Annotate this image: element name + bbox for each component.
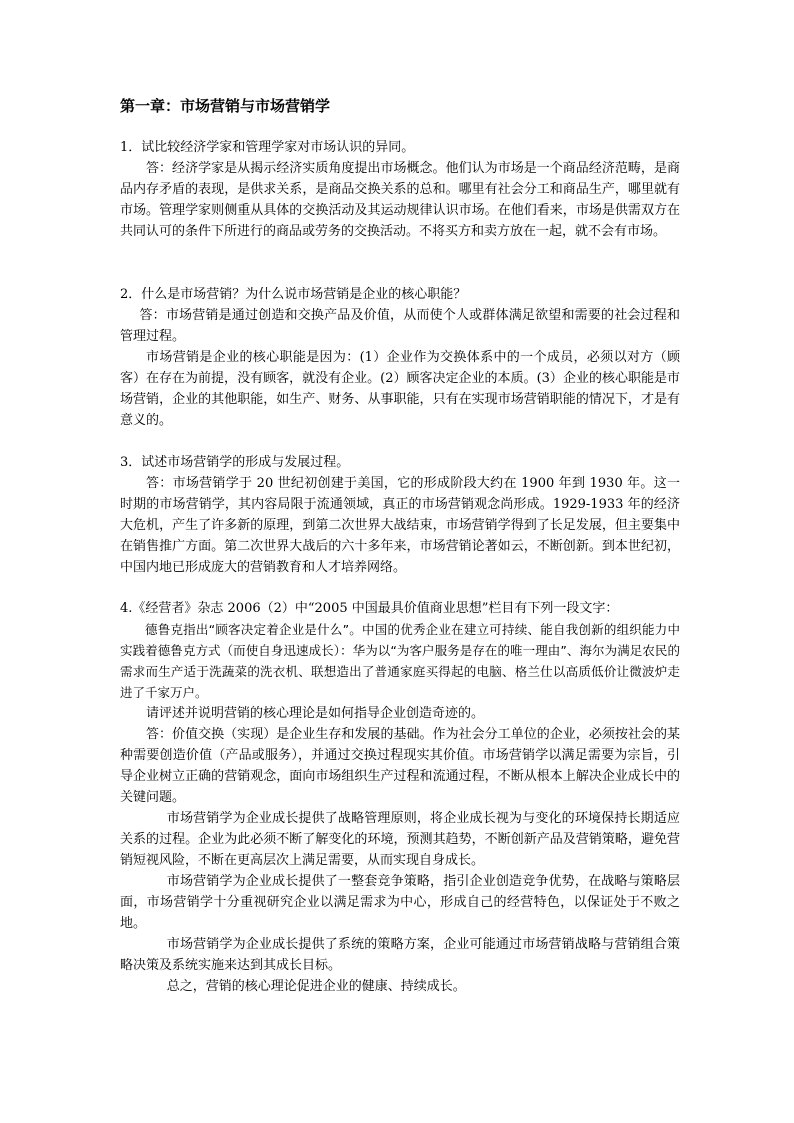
answer-2-definition: 答：市场营销是通过创造和交换产品及价值，从而使个人或群体满足欲望和需要的社会过程和管理过程。 [120, 308, 680, 344]
question-4-prompt: 请评述并说明营销的核心理论是如何指导企业创造奇迹的。 [146, 706, 485, 721]
question-3-block [120, 452, 680, 578]
answer-4-part-4: 市场营销学为企业成长提供了系统的策略方案，企业可能通过市场营销战略与营销组合策略决策及系统实施来达到其成长目标。 [120, 937, 680, 973]
answer-4-part-1: 答：价值交换（实现）是企业生存和发展的基础。作为社会分工单位的企业，必须按社会的某种需要创造价值（产品或服务），并通过交换过程现实其价值。市场营销学以满足需要为宗旨，引导企业树立正确的营销观念，面向市场组织生产过程和流通过程，不断从根本上解决企业成长中的关键问题。 [120, 727, 680, 805]
answer-4-part-3: 市场营销学为企业成长提供了一整套竞争策略，指引企业创造竞争优势，在战略与策略层面，市场营销学十分重视研究企业以满足需求为中心，形成自己的经营特色，以保证处于不败之地。 [120, 874, 680, 931]
question-4: 4.《经营者》杂志 2006（2）中“2005 中国最具价值商业思想”栏目有下列一段文字： [120, 601, 619, 616]
answer-4-conclusion: 总之，营销的核心理论促进企业的健康、持续成长。 [166, 979, 466, 994]
question-2: 2．什么是市场营销？为什么说市场营销是企业的核心职能？ [120, 287, 467, 302]
question-1: 1．试比较经济学家和管理学家对市场认识的异同。 [120, 140, 415, 155]
question-3: 3．试述市场营销学的形成与发展过程。 [120, 455, 350, 470]
question-2-block [120, 284, 680, 431]
answer-2-reasons: 市场营销是企业的核心职能是因为：(1）企业作为交换体系中的一个成员，必须以对方（顾客）在存在为前提，没有顾客，就没有企业。(2）顾客决定企业的本质。(3）企业的核心职能是市场营销，企业的其他职能，如生产、财务、从事职能，只有在实现市场营销职能的情况下，才是有意义的。 [120, 350, 680, 428]
answer-3: 答：市场营销学于 20 世纪初创建于美国，它的形成阶段大约在 1900 年到 1930 年。这一时期的市场营销学，其内容局限于流通领域，真正的市场营销观念尚形成。1929-1933 年的经济大危机，产生了许多新的原理，到第二次世界大战结束，市场营销学得到了长足发展，但主要集中在销售推广方面。第二次世界大战后的六十多年来，市场营销论著如云，不断创新。到本世纪初，中国内地已形成庞大的营销教育和人才培养网络。 [120, 476, 680, 575]
question-1-block [120, 137, 680, 242]
question-4-block [120, 598, 680, 997]
chapter-title: 第一章：市场营销与市场营销学 [120, 97, 331, 115]
answer-4-part-2: 市场营销学为企业成长提供了战略管理原则，将企业成长视为与变化的环境保持长期适应关系的过程。企业为此必须不断了解变化的环境，预测其趋势，不断创新产品及营销策略，避免营销短视风险，不断在更高层次上满足需要，从而实现自身成长。 [120, 811, 680, 868]
answer-1: 答：经济学家是从揭示经济实质角度提出市场概念。他们认为市场是一个商品经济范畴，是商品内存矛盾的表现，是供求关系，是商品交换关系的总和。哪里有社会分工和商品生产，哪里就有市场。管理学家则侧重从具体的交换活动及其运动规律认识市场。在他们看来，市场是供需双方在共同认可的条件下所进行的商品或劳务的交换活动。不将买方和卖方放在一起，就不会有市场。 [120, 161, 680, 239]
question-4-quote: 德鲁克指出“顾客决定着企业是什么”。中国的优秀企业在建立可持续、能自我创新的组织能力中实践着德鲁克方式（而使自身迅速成长）：华为以“为客户服务是存在的唯一理由”、海尔为满足农民的需求而生产适于洗蔬菜的洗衣机、联想造出了普通家庭买得起的电脑、格兰仕以高质低价让微波炉走进了千家万户。 [120, 622, 680, 700]
